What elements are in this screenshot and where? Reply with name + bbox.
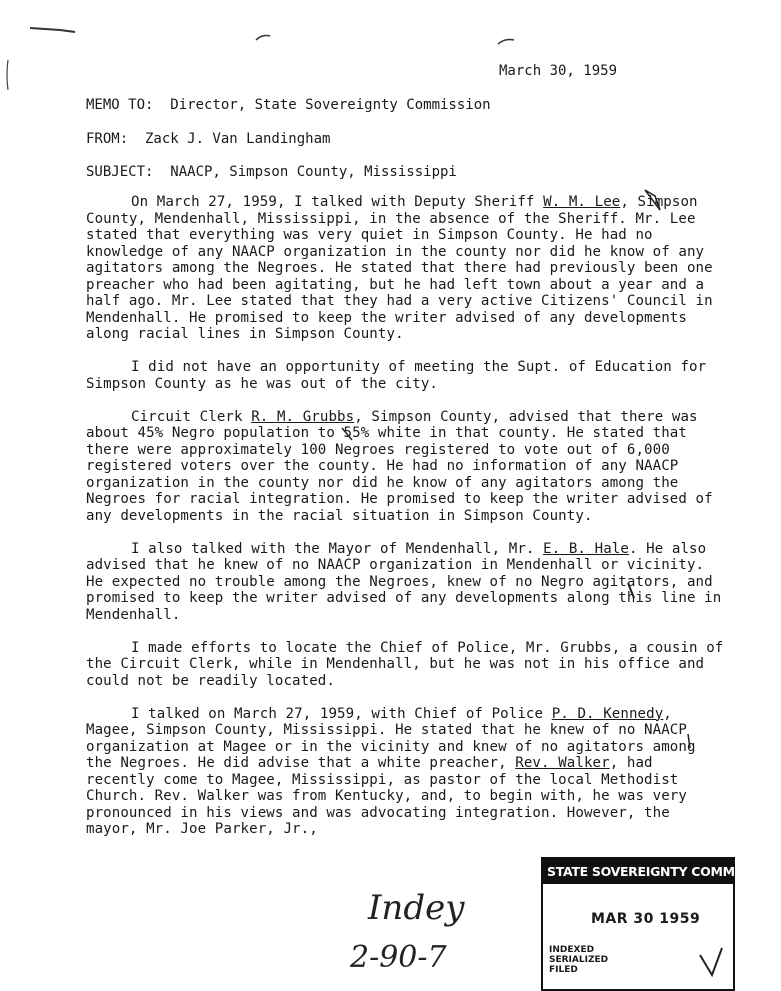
name-underlined: P. D. Kennedy: [551, 705, 664, 722]
paragraph-deputy-sheriff: On March 27, 1959, I talked with Deputy Sheriff W. M. Lee, Simpson County, Mendenhall, Mississippi, in the absence of the Sheriff. Mr. Lee stated that everything was very quiet in Simpson County. He had no knowledge of any NAACP organization in the county nor did he know of any agitators among the Negroes. He stated that there had previously been one preacher who had been agitating, but he had left town about a year and a half ago. Mr. Lee stated that they had a very active Citizens' Council in Mendenhall. He promised to keep the writer advised of any developments along racial lines in Simpson County.: [86, 194, 713, 342]
check-mark: [342, 428, 352, 440]
top-tick-mark: [256, 36, 270, 41]
memo-date: March 30, 1959: [499, 63, 618, 79]
name-underlined: E. B. Hale: [543, 540, 629, 557]
top-tick-mark: [498, 40, 514, 45]
stamp-title: STATE SOVEREIGNTY COMMISSION: [543, 859, 733, 884]
corner-mark: [30, 28, 75, 32]
paragraph-supt-education: I did not have an opportunity of meeting the Supt. of Education for Simpson County as he was out of the city.: [86, 359, 707, 392]
handwritten-index-word: Indey: [368, 888, 465, 928]
check-mark: [700, 948, 722, 975]
stamp-date: MAR 30 1959: [591, 911, 701, 927]
check-mark: [688, 734, 690, 748]
paragraph-chief-police: I made efforts to locate the Chief of Police, Mr. Grubbs, a cousin of the Circuit Clerk, while in Mendenhall, but he was not in his office and could not be readily located.: [86, 639, 724, 689]
check-mark: [645, 190, 660, 210]
paragraph-circuit-clerk: Circuit Clerk R. M. Grubbs, Simpson County, advised that there was about 45% Negro population to 55% white in that county. He stated that there were approximately 100 Negroes registered to vote out of 6,000 registered voters over the county. He had no information of any NAACP organization in the county nor did he know of any agitators among the Negroes for racial integration. He promised to keep the writer advised of any developments in the racial situation in Simpson County.: [86, 408, 713, 524]
stamp-serialized: SERIALIZED: [549, 955, 609, 965]
paragraph-magee: I talked on March 27, 1959, with Chief of Police P. D. Kennedy, Magee, Simpson County, Mississippi. He stated that he knew of no NAACP organization at Magee or in the vicinity and knew of no agitators among the Negroes. He did advise that a white preacher, Rev. Walker, had recently come to Magee, Mississippi, as pastor of the local Methodist Church. Rev. Walker was from Kentucky, and, to begin with, he was very pronounced in his views and was advocating integration. However, the mayor, Mr. Joe Parker, Jr.,: [86, 705, 696, 837]
name-underlined: Rev. Walker: [515, 755, 610, 771]
handwritten-file-number: 2-90-7: [350, 940, 447, 975]
name-underlined: R. M. Grubbs: [251, 408, 355, 425]
memo-to-line: MEMO TO: Director, State Sovereignty Commission: [86, 97, 491, 113]
from-line: FROM: Zack J. Van Landingham: [86, 131, 331, 147]
stamp-indexed: INDEXED: [549, 945, 595, 955]
margin-mark: [7, 60, 8, 90]
stamp-filed: FILED: [549, 965, 578, 975]
check-mark: [628, 583, 634, 598]
paragraph-mayor: I also talked with the Mayor of Mendenhall, Mr. E. B. Hale. He also advised that he knew of no NAACP organization in Mendenhall or vicinity. He expected no trouble among the Negroes, knew of no Negro agitators, and promised to keep the writer advised of any developments along this line in Mendenhall.: [86, 540, 722, 623]
subject-line: SUBJECT: NAACP, Simpson County, Mississippi: [86, 164, 457, 180]
name-underlined: W. M. Lee: [543, 194, 621, 210]
